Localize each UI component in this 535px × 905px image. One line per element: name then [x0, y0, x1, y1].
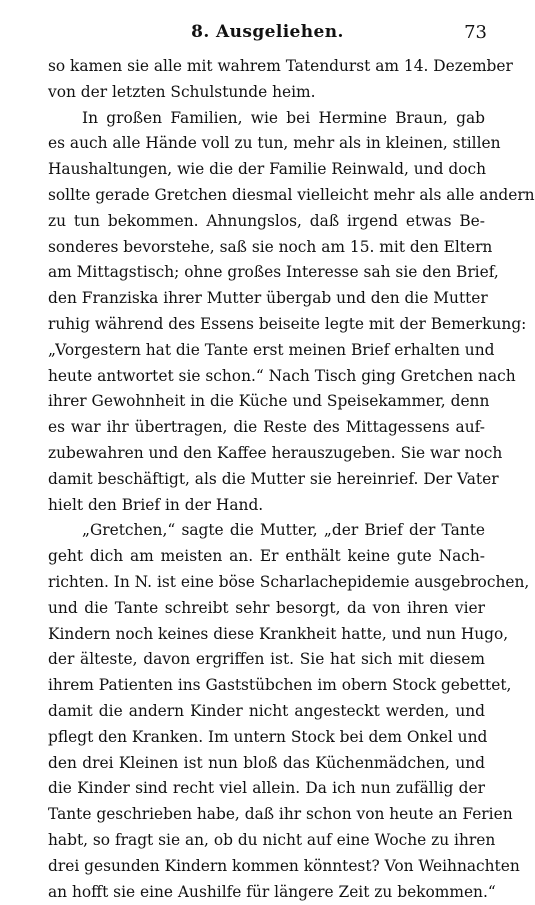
text-line: geht dich am meisten an. Er enthält keine gute Nach- — [48, 544, 485, 570]
text-line: so kamen sie alle mit wahrem Tatendurst am 14. Dezember — [48, 54, 485, 80]
body-text — [48, 54, 485, 905]
text-line: die Kinder sind recht viel allein. Da ich nun zufällig der — [48, 776, 485, 802]
text-line: In großen Familien, wie bei Hermine Braun, gab — [48, 106, 485, 132]
text-line: ihrem Patienten ins Gaststübchen im obern Stock gebettet, — [48, 673, 485, 699]
text-line: habt, so fragt sie an, ob du nicht auf eine Woche zu ihren — [48, 828, 485, 854]
text-line: es war ihr übertragen, die Reste des Mittagessens auf- — [48, 415, 485, 441]
text-line: drei gesunden Kindern kommen könntest? Von Weihnachten — [48, 854, 485, 880]
text-line: „Vorgestern hat die Tante erst meinen Brief erhalten und — [48, 338, 485, 364]
text-line: von der letzten Schulstunde heim. — [48, 80, 485, 106]
text-line: Kindern noch keines diese Krankheit hatte, und nun Hugo, — [48, 622, 485, 648]
text-line: ruhig während des Essens beiseite legte mit der Bemerkung: — [48, 312, 485, 338]
text-line: zu tun bekommen. Ahnungslos, daß irgend etwas Be- — [48, 209, 485, 235]
text-line: sollte gerade Gretchen diesmal vielleicht mehr als alle andern — [48, 183, 485, 209]
text-line: damit beschäftigt, als die Mutter sie hereinrief. Der Vater — [48, 467, 485, 493]
text-line: hielt den Brief in der Hand. — [48, 493, 485, 519]
running-head — [48, 22, 487, 46]
text-line: pflegt den Kranken. Im untern Stock bei dem Onkel und — [48, 725, 485, 751]
text-line: den Franziska ihrer Mutter übergab und den die Mutter — [48, 286, 485, 312]
page-number: 73 — [464, 22, 487, 43]
text-line: den drei Kleinen ist nun bloß das Küchenmädchen, und — [48, 751, 485, 777]
text-line: am Mittagstisch; ohne großes Interesse sah sie den Brief, — [48, 260, 485, 286]
text-line: „Gretchen,“ sagte die Mutter, „der Brief der Tante — [48, 518, 485, 544]
text-line: heute antwortet sie schon.“ Nach Tisch ging Gretchen nach — [48, 364, 485, 390]
chapter-title: 8. Ausgeliehen. — [48, 22, 487, 42]
text-line: damit die andern Kinder nicht angesteckt werden, und — [48, 699, 485, 725]
text-line: zubewahren und den Kaffee herauszugeben. Sie war noch — [48, 441, 485, 467]
text-line: Tante geschrieben habe, daß ihr schon von heute an Ferien — [48, 802, 485, 828]
text-line: der älteste, davon ergriffen ist. Sie hat sich mit diesem — [48, 647, 485, 673]
text-line: es auch alle Hände voll zu tun, mehr als in kleinen, stillen — [48, 131, 485, 157]
text-line: ihrer Gewohnheit in die Küche und Speisekammer, denn — [48, 389, 485, 415]
text-line: richten. In N. ist eine böse Scharlachepidemie ausgebrochen, — [48, 570, 485, 596]
text-line: an hofft sie eine Aushilfe für längere Zeit zu bekommen.“ — [48, 880, 485, 905]
text-line: Haushaltungen, wie die der Familie Reinwald, und doch — [48, 157, 485, 183]
text-line: sonderes bevorstehe, saß sie noch am 15. mit den Eltern — [48, 235, 485, 261]
text-line: und die Tante schreibt sehr besorgt, da von ihren vier — [48, 596, 485, 622]
